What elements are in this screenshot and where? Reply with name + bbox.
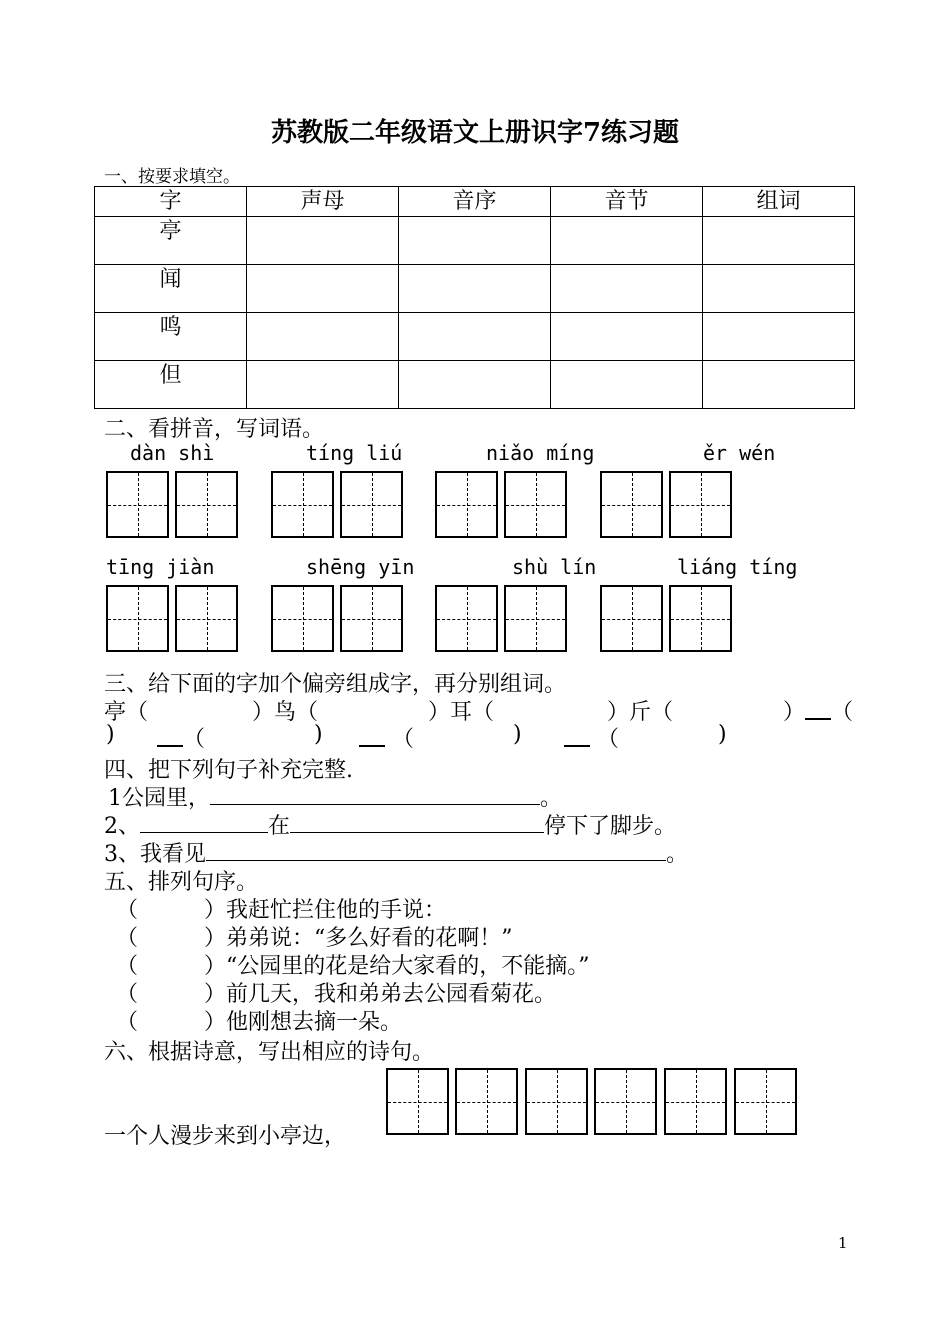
writing-grid[interactable]	[340, 585, 403, 652]
order-item	[116, 893, 446, 924]
blank-cell[interactable]	[703, 265, 855, 313]
blank-cell[interactable]	[247, 361, 399, 409]
radical-item: )	[314, 722, 323, 747]
header-initial: 声母	[247, 187, 399, 217]
pinyin-label: dàn shì	[130, 441, 215, 465]
blank-cell[interactable]	[703, 313, 855, 361]
writing-grid[interactable]	[435, 585, 498, 652]
blank-line[interactable]	[290, 810, 544, 833]
row-char: 但	[95, 361, 247, 409]
pinyin-label: shù lín	[512, 555, 597, 579]
blank-cell[interactable]	[551, 361, 703, 409]
radical-item: )	[106, 722, 115, 747]
sentence-1-suffix: 。	[540, 786, 563, 811]
sentence-2	[104, 809, 676, 840]
sentence-3-suffix: 。	[666, 842, 689, 867]
header-order: 音序	[399, 187, 551, 217]
order-item-text: 前几天，我和弟弟去公园看菊花。	[226, 982, 557, 1007]
writing-grid[interactable]	[594, 1068, 657, 1135]
writing-grid[interactable]	[600, 471, 663, 538]
blank-line[interactable]	[206, 838, 666, 861]
writing-grid[interactable]	[340, 471, 403, 538]
radical-item: ）耳（	[428, 700, 495, 725]
writing-grid[interactable]	[525, 1068, 588, 1135]
sentence-2-suffix: 停下了脚步。	[544, 814, 677, 839]
section-4-heading: 四、把下列句子补充完整.	[104, 758, 353, 783]
order-item	[116, 977, 556, 1008]
writing-grid[interactable]	[386, 1068, 449, 1135]
blank-cell[interactable]	[399, 313, 551, 361]
section-1-heading: 一、按要求填空。	[104, 167, 240, 187]
blank-line[interactable]	[564, 745, 590, 747]
blank-line[interactable]	[157, 745, 183, 747]
radical-item: （	[183, 727, 206, 752]
blank-cell[interactable]	[551, 265, 703, 313]
writing-grid[interactable]	[175, 585, 238, 652]
sentence-1	[108, 781, 562, 812]
order-item-text: 弟弟说：“多么好看的花啊！”	[226, 926, 513, 951]
radical-item: )	[718, 722, 727, 747]
header-char: 字	[95, 187, 247, 217]
order-item	[116, 921, 513, 952]
page-number: 1	[838, 1234, 848, 1252]
blank-line[interactable]	[140, 810, 268, 833]
order-blank[interactable]: （ ）	[116, 954, 227, 979]
row-char: 闻	[95, 265, 247, 313]
radical-item: （	[831, 700, 854, 725]
blank-line[interactable]	[805, 718, 831, 720]
blank-cell[interactable]	[247, 265, 399, 313]
writing-grid[interactable]	[271, 585, 334, 652]
pinyin-label: tīng jiàn	[106, 555, 215, 579]
writing-grid[interactable]	[175, 471, 238, 538]
order-blank[interactable]: （ ）	[116, 1010, 227, 1035]
pinyin-label: liáng tíng	[677, 555, 798, 579]
section-5-heading: 五、排列句序。	[104, 870, 259, 895]
order-blank[interactable]: （ ）	[116, 982, 227, 1007]
pinyin-label: niǎo míng	[486, 441, 595, 465]
blank-line[interactable]	[359, 745, 385, 747]
sentence-3-prefix: 3、我看见	[104, 842, 206, 867]
row-char: 亭	[95, 217, 247, 265]
sentence-2-mid: 在	[268, 814, 291, 839]
blank-cell[interactable]	[247, 313, 399, 361]
blank-cell[interactable]	[551, 217, 703, 265]
radical-item: 亭（	[104, 700, 149, 725]
page-title: 苏教版二年级语文上册识字7练习题	[270, 118, 680, 148]
blank-cell[interactable]	[399, 217, 551, 265]
poem-prompt: 一个人漫步来到小亭边，	[104, 1124, 347, 1149]
writing-grid[interactable]	[669, 585, 732, 652]
writing-grid[interactable]	[504, 585, 567, 652]
sentence-3	[104, 837, 688, 868]
sentence-1-prefix: 1公园里，	[108, 786, 210, 811]
blank-cell[interactable]	[247, 217, 399, 265]
blank-line[interactable]	[210, 782, 540, 805]
row-char: 鸣	[95, 313, 247, 361]
section-3-heading: 三、给下面的字加个偏旁组成字，再分别组词。	[104, 672, 567, 697]
section-6-heading: 六、根据诗意，写出相应的诗句。	[104, 1040, 435, 1065]
radical-item: （	[392, 727, 415, 752]
order-blank[interactable]: （ ）	[116, 926, 227, 951]
writing-grid[interactable]	[455, 1068, 518, 1135]
pinyin-label: shēng yīn	[306, 555, 415, 579]
radical-item: ）鸟（	[252, 700, 319, 725]
order-item-text: 我赶忙拦住他的手说：	[226, 898, 447, 923]
writing-grid[interactable]	[669, 471, 732, 538]
section-2-heading: 二、看拼音，写词语。	[104, 417, 325, 442]
sentence-2-prefix: 2、	[104, 814, 140, 839]
writing-grid[interactable]	[504, 471, 567, 538]
writing-grid[interactable]	[271, 471, 334, 538]
pinyin-label: tíng liú	[306, 441, 403, 465]
order-item	[116, 949, 590, 980]
radical-item: ）斤（	[607, 700, 674, 725]
order-blank[interactable]: （ ）	[116, 898, 227, 923]
radical-item: ）	[783, 700, 806, 725]
writing-grid[interactable]	[106, 471, 169, 538]
writing-grid[interactable]	[664, 1068, 727, 1135]
blank-cell[interactable]	[399, 265, 551, 313]
fill-table	[94, 186, 855, 409]
radical-item: （	[597, 727, 620, 752]
blank-cell[interactable]	[703, 361, 855, 409]
writing-grid[interactable]	[734, 1068, 797, 1135]
header-syllable: 音节	[551, 187, 703, 217]
pinyin-label: ěr wén	[703, 441, 776, 465]
order-item-text: “公园里的花是给大家看的，不能摘。”	[226, 954, 590, 979]
writing-grid[interactable]	[600, 585, 663, 652]
blank-cell[interactable]	[551, 313, 703, 361]
radical-item: )	[513, 722, 522, 747]
writing-grid[interactable]	[106, 585, 169, 652]
writing-grid[interactable]	[435, 471, 498, 538]
header-words: 组词	[703, 187, 855, 217]
order-item-text: 他刚想去摘一朵。	[226, 1010, 403, 1035]
blank-cell[interactable]	[703, 217, 855, 265]
blank-cell[interactable]	[399, 361, 551, 409]
order-item	[116, 1005, 402, 1036]
